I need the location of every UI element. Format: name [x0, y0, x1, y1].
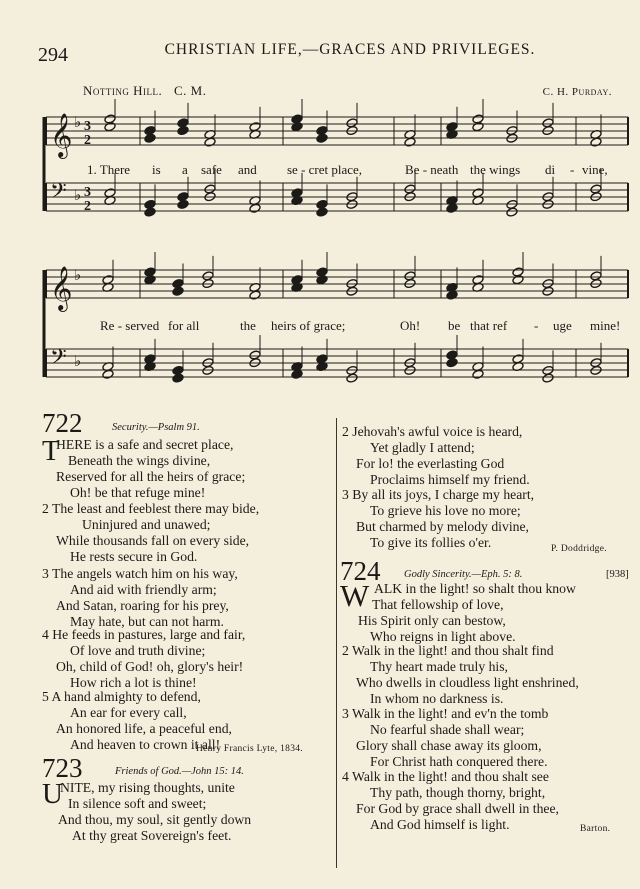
hymn-author: Henry Francis Lyte, 1834. [196, 744, 303, 754]
verse-line: To give its follies o'er. [370, 535, 492, 550]
notehead [104, 122, 116, 132]
verse-line: While thousands fall on every side, [56, 533, 250, 548]
verse-line: 2 Jehovah's awful voice is heard, [342, 424, 523, 439]
notehead [446, 203, 458, 213]
notehead [177, 125, 189, 135]
page-number: 294 [38, 44, 68, 66]
flat-sign-icon: ♭ [74, 266, 82, 284]
verse-line: Oh, child of God! oh, glory's heir! [56, 659, 244, 674]
verse-line: And thou, my soul, sit gently down [58, 812, 252, 827]
verse-line: 3 Walk in the light! and ev'n the tomb [342, 706, 549, 721]
notehead [506, 207, 518, 217]
lyric-syllable: 1. There [87, 162, 131, 177]
tune-meter: C. M. [174, 83, 207, 98]
column-divider [336, 418, 337, 868]
lyric-syllable: safe [201, 162, 222, 177]
drop-cap: W [340, 578, 370, 613]
lyric-syllable: uge [553, 318, 572, 333]
verse-line: Uninjured and unawed; [82, 517, 211, 532]
verse-line: For lo! the everlasting God [356, 456, 505, 471]
notehead [472, 122, 484, 132]
lyric-syllable: Re - served [100, 318, 160, 333]
verse-line: 3 By all its joys, I charge my heart, [342, 487, 535, 502]
verse-line: Reserved for all the heirs of grace; [56, 469, 246, 484]
flat-sign-icon: ♭ [74, 352, 82, 370]
notehead [144, 207, 156, 217]
flat-sign-icon: ♭ [74, 113, 82, 131]
stanza [342, 769, 559, 833]
lyric-syllable: heirs of grace; [271, 318, 346, 333]
drop-cap: T [42, 435, 60, 467]
lyric-syllable: - [534, 318, 539, 333]
verse-line: Who dwells in cloudless light enshrined, [356, 675, 579, 690]
verse-line: That fellowship of love, [372, 597, 504, 612]
flat-sign-icon: ♭ [74, 186, 82, 204]
lyric-syllable: be [448, 318, 461, 333]
lyric-syllable: mine! [590, 318, 621, 333]
notehead [346, 373, 358, 383]
lyric-syllable: se - cret place, [287, 162, 363, 177]
stanza [342, 706, 548, 770]
verse-line: And God himself is light. [370, 817, 510, 832]
notehead [291, 122, 303, 132]
verse-line: No fearful shade shall wear; [370, 722, 525, 737]
verse-line: Beneath the wings divine, [68, 453, 211, 468]
verse-line: To grieve his love no more; [370, 503, 521, 518]
stanza [342, 424, 530, 488]
verse-line: An honored life, a peaceful end, [56, 721, 232, 736]
tune-reference: [938] [606, 569, 629, 580]
verse-line: But charmed by melody divine, [356, 519, 529, 534]
verse-line: 3 The angels watch him on his way, [42, 566, 238, 581]
notehead [102, 369, 114, 379]
lyric-syllable: the [240, 318, 256, 333]
verse-line: In whom no darkness is. [370, 691, 504, 706]
verse-line: For Christ hath conquered there. [370, 754, 548, 769]
lyric-syllable: is [152, 162, 161, 177]
verse-line: At thy great Sovereign's feet. [72, 828, 232, 843]
hymn-number: 722 [42, 408, 83, 438]
verse-line: 2 Walk in the light! and thou shalt find [342, 643, 554, 658]
lyric-syllable: a [182, 162, 188, 177]
hymn-number: 724 [340, 556, 381, 586]
stanza [342, 487, 534, 551]
hymn-number: 723 [42, 753, 83, 783]
verse-line: Thy path, though thorny, bright, [370, 785, 546, 800]
notehead [446, 358, 458, 368]
notehead [542, 373, 554, 383]
verse-line: An ear for every call, [70, 705, 187, 720]
notehead [404, 137, 416, 147]
scripture-reference: Friends of God.—John 15: 14. [115, 766, 244, 777]
verse-line: In silence soft and sweet; [68, 796, 207, 811]
verse-line: Proclaims himself my friend. [370, 472, 530, 487]
notehead [172, 373, 184, 383]
page-title: CHRISTIAN LIFE,—GRACES AND PRIVILEGES. [164, 41, 536, 58]
stanza [56, 437, 245, 501]
verse-line: And heaven to crown it all! [70, 737, 221, 752]
notehead [590, 137, 602, 147]
hymn-author: P. Doddridge. [551, 544, 607, 554]
verse-line: His Spirit only can bestow, [358, 613, 506, 628]
stanza [42, 501, 259, 565]
verse-line: Of love and truth divine; [70, 643, 206, 658]
lyric-syllable: that ref [470, 318, 508, 333]
time-signature-lower: 2 [84, 133, 91, 148]
notehead [316, 207, 328, 217]
bass-clef-icon: 𝄢 [50, 345, 67, 375]
notehead [291, 369, 303, 379]
verse-line: Oh! be that refuge mine! [70, 485, 206, 500]
verse-line: Thy heart made truly his, [370, 659, 508, 674]
lyric-syllable: Be - neath [405, 162, 459, 177]
stanza [42, 627, 245, 691]
lyric-syllable: di [545, 162, 556, 177]
notehead [144, 133, 156, 143]
lyric-syllable: the wings [470, 162, 521, 177]
scripture-reference: Security.—Psalm 91. [112, 422, 200, 433]
verse-line: 4 Walk in the light! and thou shalt see [342, 769, 549, 784]
lyric-syllable: for all [168, 318, 200, 333]
drop-cap: U [42, 778, 63, 810]
lyric-syllable: - [570, 162, 575, 177]
notehead [144, 275, 156, 285]
verse-line: He rests secure in God. [70, 549, 198, 564]
tune-composer: C. H. Purday. [542, 86, 612, 98]
scripture-reference: Godly Sincerity.—Eph. 5: 8. [404, 569, 523, 580]
lyric-syllable: Oh! [400, 318, 421, 333]
lyric-syllable: vine, [582, 162, 608, 177]
notehead [172, 286, 184, 296]
tune-name: Notting Hill. [83, 83, 163, 98]
verse-line: 5 A hand almighty to defend, [42, 689, 201, 704]
stanza [342, 643, 579, 707]
verse-line: NITE, my rising thoughts, unite [60, 780, 235, 795]
verse-line: Yet gladly I attend; [370, 440, 475, 455]
lyric-syllable: and [238, 162, 257, 177]
verse-line: And Satan, roaring for his prey, [56, 598, 229, 613]
stanza [60, 780, 251, 844]
stanza [42, 566, 238, 630]
verse-line: And aid with friendly arm; [70, 582, 217, 597]
notehead [512, 275, 524, 285]
verse-line: 4 He feeds in pastures, large and fair, [42, 627, 246, 642]
hymn-author: Barton. [580, 824, 611, 834]
notehead [249, 203, 261, 213]
notehead [249, 290, 261, 300]
notehead [204, 137, 216, 147]
verse-line: Glory shall chase away its gloom, [356, 738, 542, 753]
notehead [446, 290, 458, 300]
verse-line: For God by grace shall dwell in thee, [356, 801, 559, 816]
notehead [177, 199, 189, 209]
verse-line: Who reigns in light above. [370, 629, 516, 644]
verse-line: How rich a lot is thine! [70, 675, 197, 690]
notehead [316, 133, 328, 143]
verse-line: ALK in the light! so shalt thou know [374, 581, 576, 596]
time-signature-lower: 2 [84, 199, 91, 214]
notehead [472, 369, 484, 379]
time-signature-upper: 3 [84, 119, 91, 134]
verse-line: 2 The least and feeblest there may bide, [42, 501, 260, 516]
notehead [316, 275, 328, 285]
treble-clef-icon: 𝄞 [50, 113, 73, 157]
time-signature-upper: 3 [84, 185, 91, 200]
bass-clef-icon: 𝄢 [50, 179, 67, 209]
stanza [358, 581, 576, 645]
verse-line: HERE is a safe and secret place, [56, 437, 234, 452]
treble-clef-icon: 𝄞 [50, 266, 73, 310]
verse-line: May hate, but can not harm. [70, 614, 224, 629]
